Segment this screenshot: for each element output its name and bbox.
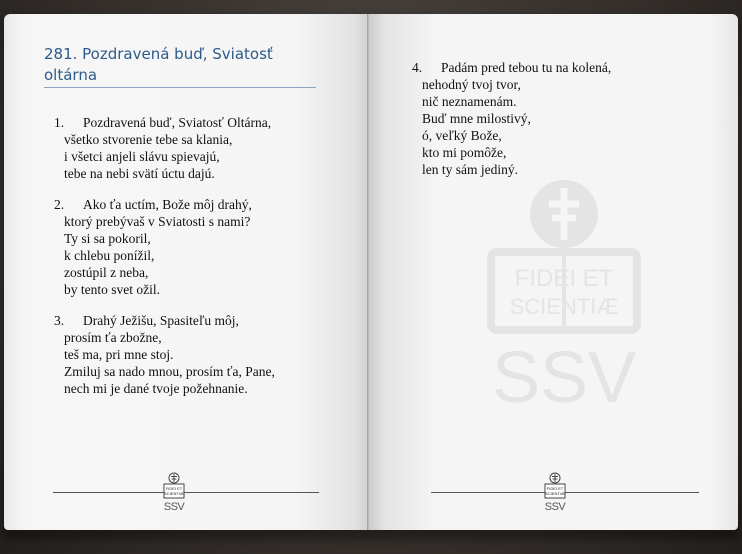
- logo-line2: SCIENTIÆ: [545, 491, 565, 496]
- verse-line: nič neznamenám.: [422, 94, 517, 109]
- verse-line: Buď mne milostivý,: [422, 111, 531, 126]
- watermark-line2: SCIENTIÆ: [509, 294, 619, 319]
- logo-line1: FIDEI ET: [546, 486, 564, 491]
- verse-line: Ako ťa uctím, Bože môj drahý,: [83, 197, 252, 212]
- verse-line: Padám pred tebou tu na kolená,: [441, 60, 612, 75]
- verse-block: [54, 196, 252, 298]
- right-page[interactable]: [371, 14, 738, 530]
- verse-line: teš ma, pri mne stoj.: [64, 347, 174, 362]
- verse-line: k chlebu ponížil,: [64, 248, 155, 263]
- verse-first-line: [54, 196, 252, 213]
- logo-mark: SSV: [544, 501, 566, 513]
- left-page[interactable]: [4, 14, 369, 530]
- logo-line2: SCIENTIÆ: [164, 491, 184, 496]
- logo-mark: SSV: [163, 501, 185, 513]
- title-divider: [44, 87, 316, 88]
- verse-line: i všetci anjeli slávu spievajú,: [64, 149, 220, 164]
- ssv-logo-icon: [160, 472, 188, 516]
- logo-line1: FIDEI ET: [165, 486, 183, 491]
- verse-block: [54, 114, 271, 182]
- verse-block: [54, 312, 275, 397]
- verse-line: by tento svet ožil.: [64, 282, 160, 297]
- verse-line: Zmiluj sa nado mnou, prosím ťa, Pane,: [64, 364, 275, 379]
- ssv-watermark-icon: [479, 174, 649, 414]
- verse-line: Ty si sa pokoril,: [64, 231, 151, 246]
- verse-line: prosím ťa zbožne,: [64, 330, 162, 345]
- verse-line: zostúpil z neba,: [64, 265, 149, 280]
- verse-first-line: [54, 312, 275, 329]
- verse-first-line: [412, 59, 611, 76]
- verse-number: 2.: [54, 197, 65, 212]
- verse-line: nech mi je dané tvoje požehnanie.: [64, 381, 248, 396]
- verse-number: 3.: [54, 313, 65, 328]
- watermark-mark: SSV: [491, 338, 637, 414]
- verse-line: Pozdravená buď, Sviatosť Oltárna,: [83, 115, 272, 130]
- verse-block: [412, 59, 611, 178]
- watermark-line1: FIDEI ET: [514, 265, 614, 292]
- page-title: 281. Pozdravená buď, Sviatosť oltárna: [44, 45, 273, 84]
- verse-line: nehodný tvoj tvor,: [422, 77, 521, 92]
- verse-line: kto mi pomôže,: [422, 145, 507, 160]
- verse-number: 4.: [412, 60, 423, 75]
- verse-line: tebe na nebi svätí úctu dajú.: [64, 166, 215, 181]
- verse-line: ktorý prebývaš v Sviatosti s nami?: [64, 214, 251, 229]
- verse-first-line: [54, 114, 271, 131]
- verse-line: všetko stvorenie tebe sa klania,: [64, 132, 233, 147]
- ssv-logo-icon: [541, 472, 569, 516]
- verse-line: ó, veľký Bože,: [422, 128, 502, 143]
- verse-line: len ty sám jediný.: [422, 162, 518, 177]
- verse-number: 1.: [54, 115, 65, 130]
- verse-line: Drahý Ježišu, Spasiteľu môj,: [83, 313, 239, 328]
